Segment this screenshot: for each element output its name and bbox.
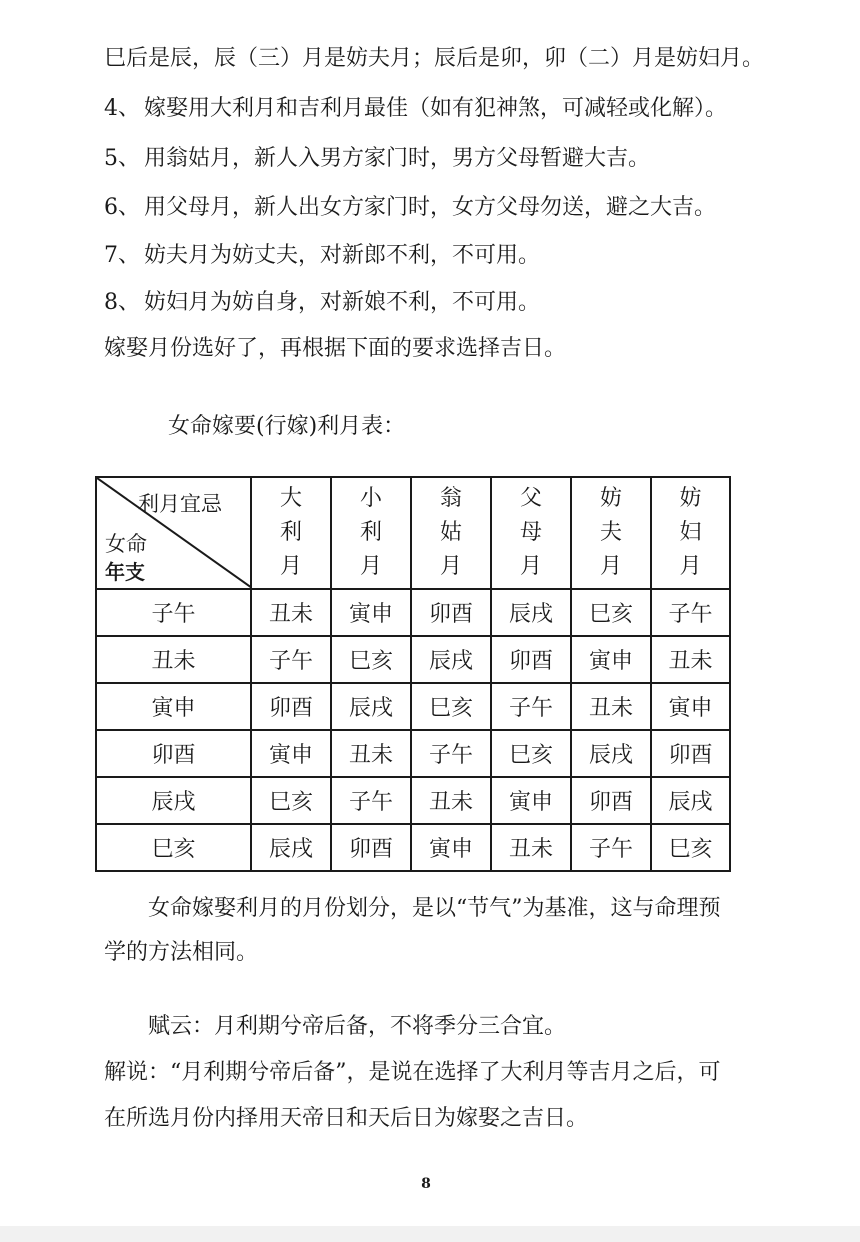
table-cell: 寅申 [411,824,491,871]
line-text: 巳后是辰，辰（三）月是妨夫月；辰后是卯，卯（二）月是妨妇月。 [104,46,765,71]
row-label-cell: 辰戌 [96,777,251,824]
table-title: 女命嫁要(行嫁)利月表： [168,414,406,439]
table-cell: 辰戌 [651,777,730,824]
explanation-line-2: 在所选月份内择用天帝日和天后日为嫁娶之吉日。 [104,1106,589,1131]
paragraph-note-line-1: 女命嫁娶利月的月份划分，是以“节气”为基准，这与命理预 [148,896,721,921]
table-corner-cell [96,477,251,589]
table-cell: 丑未 [331,730,411,777]
line-text: 用父母月，新人出女方家门时，女方父母勿送，避之大吉。 [144,195,717,220]
text-line-item-7 [104,241,540,271]
text-line-intro [104,44,764,74]
header-cell [251,477,331,589]
table-row [96,730,730,777]
page-bottom-edge [0,1226,860,1242]
item-number: 4、 [104,96,140,121]
table-cell: 丑未 [571,683,651,730]
table-cell: 辰戌 [411,636,491,683]
table-cell: 卯酉 [411,589,491,636]
table-cell: 寅申 [331,589,411,636]
header-label: 翁姑月 [439,486,462,579]
table-cell: 巳亥 [251,777,331,824]
corner-label-mid: 女命 [105,532,147,556]
line-text: 用翁姑月，新人入男方家门时，男方父母暂避大吉。 [144,146,651,171]
table-cell: 寅申 [491,777,571,824]
corner-label-top: 利月宜忌 [138,492,222,516]
header-cell [411,477,491,589]
table-cell: 卯酉 [491,636,571,683]
explanation-line-1: 解说：“月利期兮帝后备”，是说在选择了大利月等吉月之后，可 [104,1060,721,1085]
header-cell [331,477,411,589]
table-cell: 巳亥 [571,589,651,636]
item-number: 6、 [104,195,140,220]
header-label: 小利月 [359,486,382,579]
table-row [96,683,730,730]
table-cell: 丑未 [411,777,491,824]
row-label-cell: 子午 [96,589,251,636]
text-line-item-6 [104,193,716,223]
item-number: 7、 [104,243,140,268]
header-cell [651,477,730,589]
table-row [96,777,730,824]
row-label-cell: 卯酉 [96,730,251,777]
text-line-item-8 [104,288,540,318]
table-cell: 子午 [651,589,730,636]
table-cell: 巳亥 [411,683,491,730]
table-cell: 寅申 [651,683,730,730]
page-number: 8 [421,1176,431,1192]
table-cell: 卯酉 [331,824,411,871]
marriage-month-table [95,476,731,872]
table-cell: 子午 [491,683,571,730]
row-label-cell: 丑未 [96,636,251,683]
table-cell: 寅申 [251,730,331,777]
table-cell: 卯酉 [651,730,730,777]
table-cell: 辰戌 [251,824,331,871]
table-cell: 寅申 [571,636,651,683]
table-header-row [96,477,730,589]
table-cell: 巳亥 [491,730,571,777]
item-number: 8、 [104,290,140,315]
table-cell: 辰戌 [491,589,571,636]
table-cell: 子午 [571,824,651,871]
table-cell: 辰戌 [571,730,651,777]
header-label: 父母月 [519,486,542,579]
line-text: 嫁娶月份选好了，再根据下面的要求选择吉日。 [104,336,567,361]
table-row [96,589,730,636]
table-cell: 子午 [331,777,411,824]
header-label: 大利月 [279,486,302,579]
item-number: 5、 [104,146,140,171]
header-label: 妨妇月 [679,486,702,579]
table-cell: 丑未 [651,636,730,683]
table-row [96,636,730,683]
table-cell: 丑未 [491,824,571,871]
table-cell: 子午 [411,730,491,777]
header-cell [571,477,651,589]
line-text: 嫁娶用大利月和吉利月最佳（如有犯神煞，可减轻或化解）。 [144,96,728,121]
table-cell: 卯酉 [571,777,651,824]
line-text: 妨妇月为妨自身，对新娘不利，不可用。 [144,290,541,315]
text-line-item-4 [104,94,727,124]
header-label: 妨夫月 [599,486,622,579]
verse-line: 赋云：月利期兮帝后备，不将季分三合宜。 [148,1014,567,1039]
table-cell: 巳亥 [331,636,411,683]
table-cell: 子午 [251,636,331,683]
text-line-summary [104,334,566,364]
table-cell: 辰戌 [331,683,411,730]
row-label-cell: 巳亥 [96,824,251,871]
table-row [96,824,730,871]
paragraph-note-line-2: 学的方法相同。 [104,940,259,965]
table-cell: 卯酉 [251,683,331,730]
row-label-cell: 寅申 [96,683,251,730]
line-text: 妨夫月为妨丈夫，对新郎不利，不可用。 [144,243,541,268]
text-line-item-5 [104,144,650,174]
header-cell [491,477,571,589]
table-cell: 丑未 [251,589,331,636]
table-cell: 巳亥 [651,824,730,871]
corner-label-bottom: 年支 [105,560,145,584]
